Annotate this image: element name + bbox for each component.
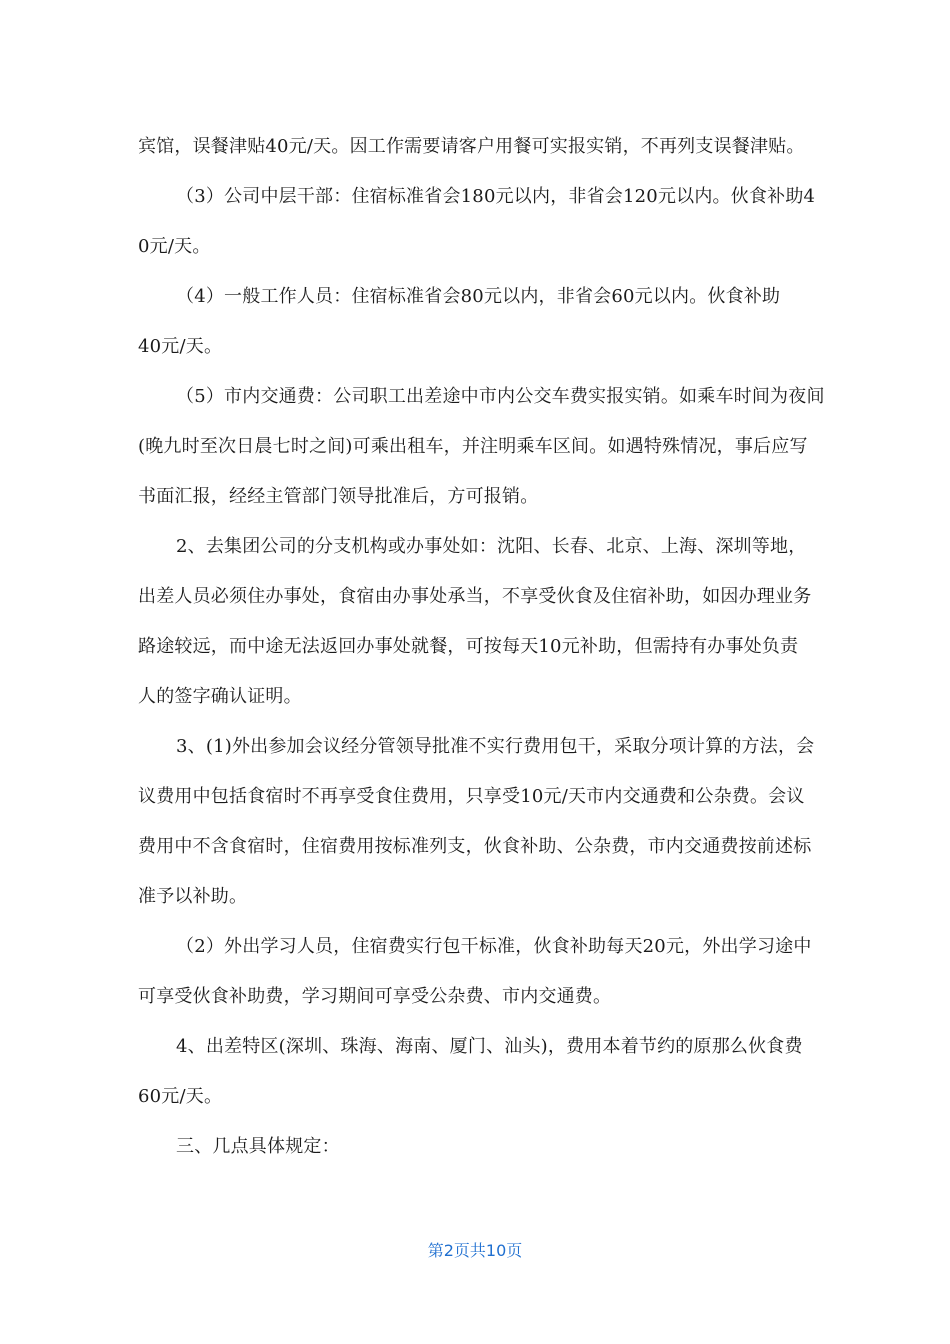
text-line-3: 0元/天。 [138, 236, 211, 257]
text-line-13: 3、(1)外出参加会议经分管领导批准不实行费用包干，采取分项计算的方法，会 [176, 736, 815, 757]
text-line-19: 4、出差特区(深圳、珠海、海南、厦门、汕头)，费用本着节约的原那么伙食费 [176, 1036, 803, 1057]
text-line-11: 路途较远，而中途无法返回办事处就餐，可按每天10元补助，但需持有办事处负责 [138, 636, 799, 657]
text-line-7: (晚九时至次日晨七时之间)可乘出租车，并注明乘车区间。如遇特殊情况，事后应写 [138, 436, 808, 457]
text-line-20: 60元/天。 [138, 1086, 223, 1107]
page-number-footer: 第2页共10页 [427, 1241, 523, 1260]
text-line-5: 40元/天。 [138, 336, 223, 357]
text-line-15: 费用中不含食宿时，住宿费用按标准列支，伙食补助、公杂费，市内交通费按前述标 [138, 836, 812, 857]
text-line-1: 宾馆，误餐津贴40元/天。因工作需要请客户用餐可实报实销，不再列支误餐津贴。 [138, 136, 805, 157]
text-line-12: 人的签字确认证明。 [138, 686, 302, 707]
text-line-4: （4）一般工作人员：住宿标准省会80元以内，非省会60元以内。伙食补助 [176, 286, 781, 307]
text-line-6: （5）市内交通费：公司职工出差途中市内公交车费实报实销。如乘车时间为夜间 [176, 386, 825, 407]
text-line-16: 准予以补助。 [138, 886, 248, 907]
text-line-9: 2、去集团公司的分支机构或办事处如：沈阳、长春、北京、上海、深圳等地， [176, 536, 807, 557]
text-line-18: 可享受伙食补助费，学习期间可享受公杂费、市内交通费。 [138, 986, 612, 1007]
section-heading: 三、几点具体规定： [176, 1136, 340, 1157]
text-line-2: （3）公司中层干部：住宿标准省会180元以内，非省会120元以内。伙食补助4 [176, 186, 816, 207]
text-line-8: 书面汇报，经经主管部门领导批准后，方可报销。 [138, 486, 539, 507]
text-line-10: 出差人员必须住办事处，食宿由办事处承当，不享受伙食及住宿补助，如因办理业务 [138, 586, 812, 607]
text-line-14: 议费用中包括食宿时不再享受食住费用，只享受10元/天市内交通费和公杂费。会议 [138, 786, 805, 807]
text-line-17: （2）外出学习人员，住宿费实行包干标准，伙食补助每天20元，外出学习途中 [176, 936, 812, 957]
